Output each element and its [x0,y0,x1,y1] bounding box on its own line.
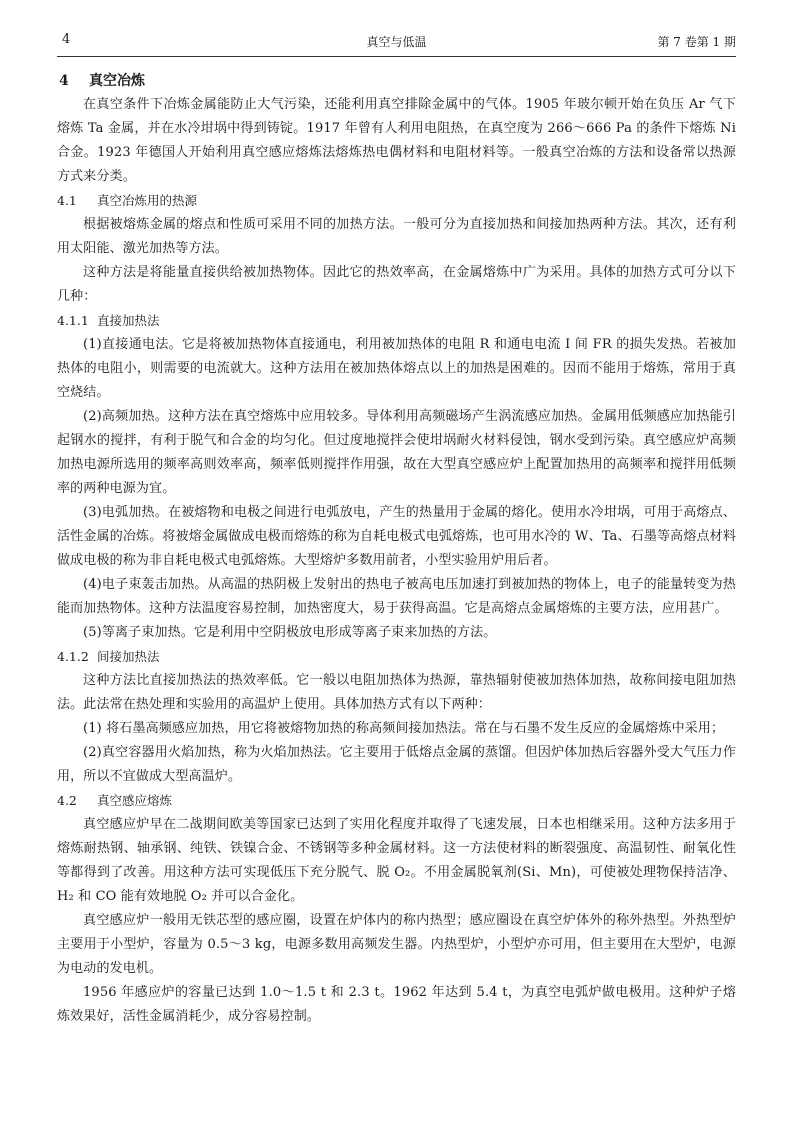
paragraph: (1) 将石墨高频感应加热，用它将被熔物加热的称高频间接加热法。常在与石墨不发生反应的金属熔炼中采用； [83,721,725,736]
paragraph: (2)真空容器用火焰加热，称为火焰加热法。它主要用于低熔点金属的蒸馏。但因炉体加热后容器外受大气压力作用，所以不宜做成大型高温炉。 [57,745,736,784]
heading-title: 真空感应熔炼 [97,793,173,808]
paragraph: 根据被熔炼金属的熔点和性质可采用不同的加热方法。一般可分为直接加热和间接加热两种方法。其次，还有利用太阳能、激光加热等方法。 [57,217,736,256]
paragraph: 在真空条件下冶炼金属能防止大气污染，还能利用真空排除金属中的气体。1905 年玻尔顿开始在负压 Ar 气下熔炼 Ta 金属，并在水冷坩埚中得到铸锭。1917 年曾有人利用电阻热，在真空度为 266～666 Pa 的条件下熔炼 Ni 合金。1923 年德国人开始利用真空感应熔炼法熔炼热电偶材料和电阻材料等。一般真空冶炼的方法和设备常以热源方式来分类。 [57,97,736,184]
heading-number: 4.1.2 [57,649,89,664]
heading-title: 直接加热法 [97,313,160,328]
paragraph: (5)等离子束加热。它是利用中空阴极放电形成等离子束来加热的方法。 [83,625,497,640]
paragraph: 这种方法是将能量直接供给被加热物体。因此它的热效率高，在金属熔炼中广为采用。具体的加热方式可分以下几种： [57,265,736,304]
header-rule [57,56,736,57]
paragraph: (4)电子束轰击加热。从高温的热阴极上发射出的热电子被高电压加速打到被加热的物体上，电子的能量转变为热能而加热物体。这种方法温度容易控制，加热密度大，易于获得高温。它是高熔点金属熔炼的主要方法，应用甚广。 [57,577,736,616]
subsection-heading [57,309,736,333]
paragraph: 1956 年感应炉的容量已达到 1.0～1.5 t 和 2.3 t。1962 年达到 5.4 t，为真空电弧炉做电极用。这种炉子熔炼效果好，活性金属消耗少，成分容易控制。 [57,985,736,1024]
heading-title: 真空冶炼 [89,73,145,89]
article-body [57,69,736,1029]
subsection-heading [57,789,736,813]
journal-title: 真空与低温 [366,35,427,49]
heading-title: 间接加热法 [97,649,160,664]
paragraph: 这种方法比直接加热法的热效率低。它一般以电阻加热体为热源，靠热辐射使被加热体加热，故称间接电阻加热法。此法常在热处理和实验用的高温炉上使用。具体加热方式有以下两种： [57,673,736,712]
paragraph: 真空感应炉早在二战期间欧美等国家已达到了实用化程度并取得了飞速发展，日本也相继采用。这种方法多用于熔炼耐热钢、轴承钢、纯铁、铁镍合金、不锈钢等多种金属材料。这一方法使材料的断裂强度、高温韧性、耐氧化性等都得到了改善。用这种方法可实现低压下充分脱气、脱 O₂。不用金属脱氧剂(Si、Mn)，可使被处理物保持洁净、H₂ 和 CO 能有效地脱 O₂ 并可以合金化。 [57,817,736,904]
heading-number: 4 [59,73,69,89]
heading-number: 4.2 [57,793,77,808]
paragraph: (2)高频加热。这种方法在真空熔炼中应用较多。导体利用高频磁场产生涡流感应加热。金属用低频感应加热能引起钢水的搅拌，有利于脱气和合金的均匀化。但过度地搅拌会使坩埚耐火材料侵蚀，钢水受到污染。真空感应炉高频加热电源所选用的频率高则效率高，频率低则搅拌作用强，故在大型真空感应炉上配置加热用的高频率和搅拌用低频率的两种电源为宜。 [57,409,736,496]
page-number: 4 [62,32,71,47]
heading-number: 4.1 [57,193,77,208]
heading-number: 4.1.1 [57,313,89,328]
section-heading [57,69,736,93]
paragraph: (1)直接通电法。它是将被加热物体直接通电，利用被加热体的电阻 R 和通电电流 I 间 FR 的损失发热。若被加热体的电阻小，则需要的电流就大。这种方法用在被加热体熔点以上的加热是困难的。因而不能用于熔炼，常用于真空烧结。 [57,337,736,400]
paragraph: (3)电弧加热。在被熔物和电极之间进行电弧放电，产生的热量用于金属的熔化。使用水冷坩埚，可用于高熔点、活性金属的冶炼。将被熔金属做成电极而熔炼的称为自耗电极式电弧熔炼，也可用水冷的 W、Ta、石墨等高熔点材料做成电极的称为非自耗电极式电弧熔炼。大型熔炉多数用前者，小型实验用炉用后者。 [57,505,736,568]
volume-issue: 第 7 卷第 1 期 [657,35,736,49]
paragraph: 真空感应炉一般用无铁芯型的感应圈，设置在炉体内的称内热型；感应圈设在真空炉体外的称外热型。外热型炉主要用于小型炉，容量为 0.5～3 kg，电源多数用高频发生器。内热型炉，小型炉亦可用，但主要用在大型炉，电源为电动的发电机。 [57,913,736,976]
running-header [57,32,736,52]
heading-title: 真空冶炼用的热源 [97,193,198,208]
subsection-heading [57,189,736,213]
subsection-heading [57,645,736,669]
